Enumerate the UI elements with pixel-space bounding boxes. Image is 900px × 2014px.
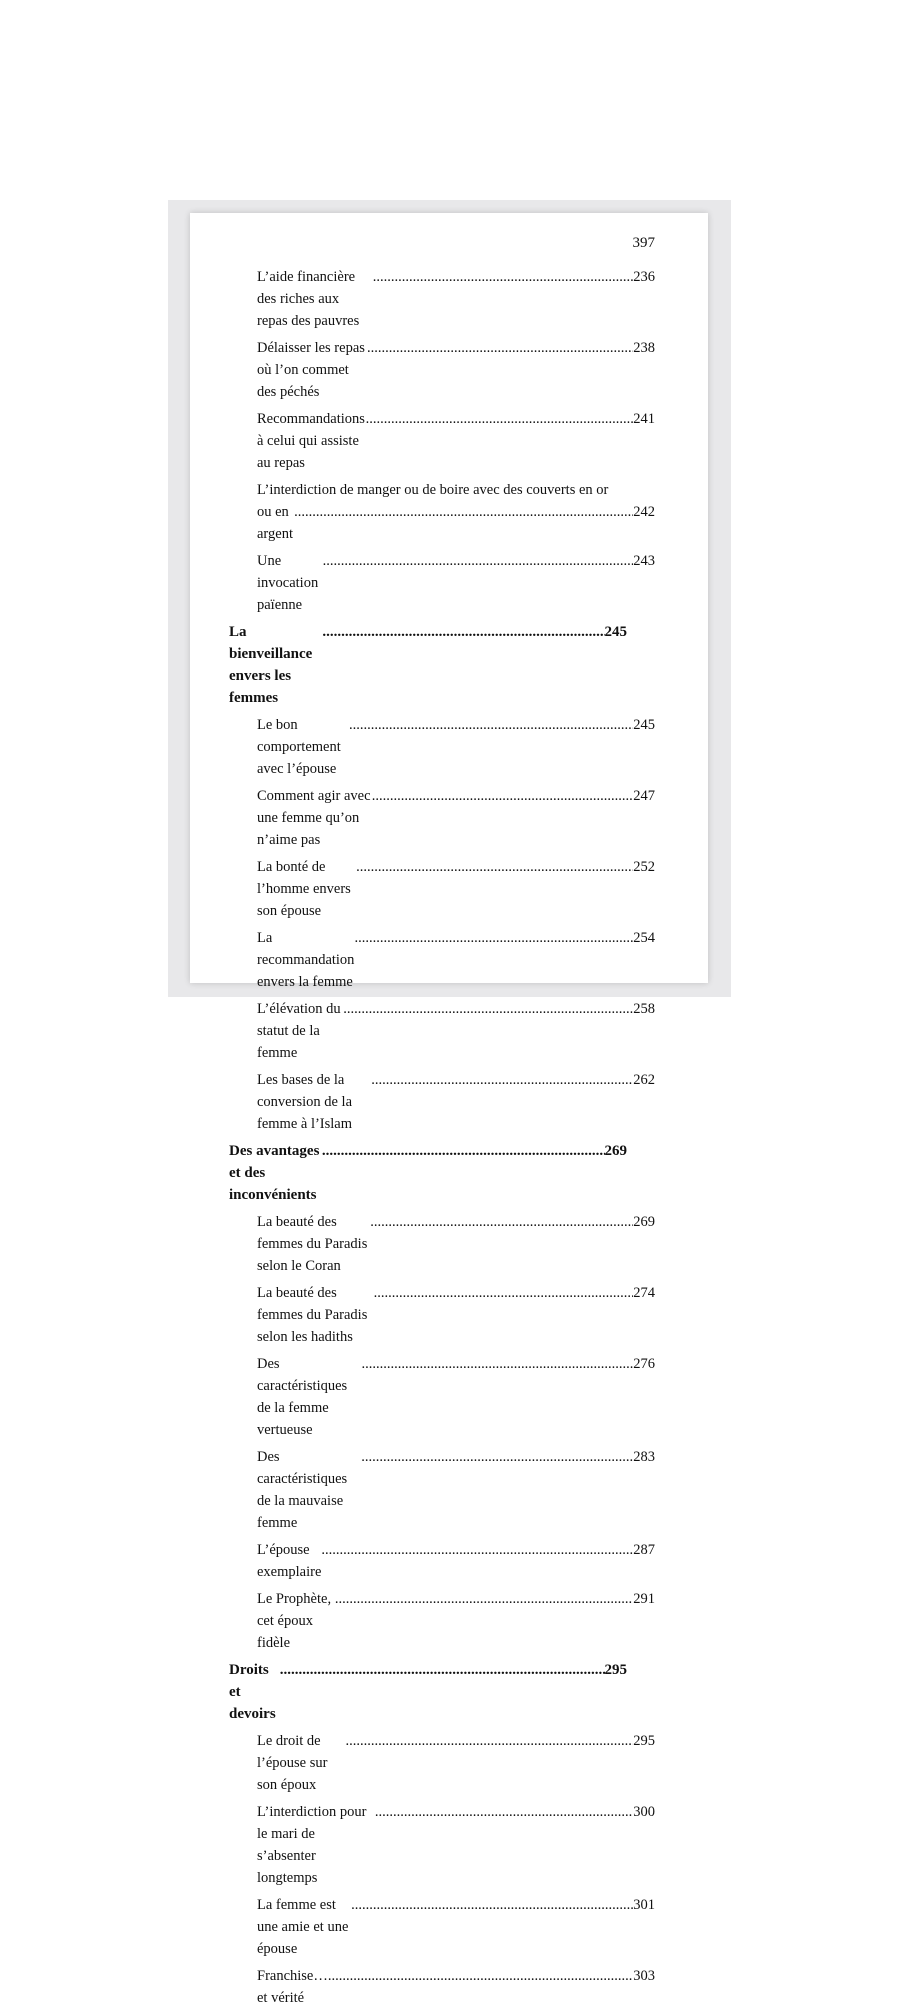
dot-leader — [351, 1894, 633, 1916]
dot-leader — [328, 1965, 633, 1987]
toc-entry-page: 269 — [633, 1214, 655, 1230]
toc-entry-page: 243 — [633, 553, 655, 569]
dot-leader — [361, 1353, 633, 1375]
toc-section-heading — [229, 621, 627, 709]
toc-entry — [257, 1801, 655, 1889]
toc-entry-title: Comment agir avec une femme qu’on n’aime pas — [257, 788, 371, 848]
page-number: 397 — [632, 235, 655, 251]
toc-entry — [257, 927, 655, 993]
dot-leader — [361, 1446, 633, 1468]
toc-entry-title: Les bases de la conversion de la femme à l’Islam — [257, 1072, 353, 1132]
toc-section-page: 269 — [604, 1143, 627, 1159]
toc-section-title: Des avantages et des inconvénients — [229, 1143, 320, 1203]
toc-entry-title: La beauté des femmes du Paradis selon les hadiths — [257, 1285, 368, 1345]
dot-leader — [370, 1211, 633, 1233]
toc-entry — [257, 1894, 655, 1960]
toc-entry-title: Une invocation païenne — [257, 553, 319, 613]
dot-leader — [322, 1140, 605, 1162]
toc-entry-page: 300 — [633, 1804, 655, 1820]
dot-leader — [280, 1659, 605, 1681]
toc-entry-page: 247 — [633, 788, 655, 804]
toc-entry-title: La recommandation envers la femme — [257, 930, 355, 990]
toc-entry-page: 252 — [633, 859, 655, 875]
toc-entry-title: La femme est une amie et une épouse — [257, 1897, 349, 1957]
dot-leader — [345, 1730, 633, 1752]
dot-leader — [335, 1588, 633, 1610]
toc-entry-title: L’aide financière des riches aux repas des pauvres — [257, 269, 360, 329]
toc-entry — [257, 479, 655, 545]
dot-leader — [373, 266, 634, 288]
toc-section-title: Droits et devoirs — [229, 1662, 276, 1722]
book-page — [190, 213, 708, 2006]
toc-entry — [257, 1282, 655, 1348]
toc-entry-title: La beauté des femmes du Paradis selon le Coran — [257, 1214, 368, 1274]
dot-leader — [356, 856, 633, 878]
toc-entry-title: Franchise… et vérité — [257, 1968, 328, 2006]
toc-entry — [257, 550, 655, 616]
toc-entry-page: 242 — [633, 504, 655, 520]
toc-entry-page: 238 — [633, 340, 655, 356]
toc-entry-page: 291 — [633, 1591, 655, 1607]
toc-section-page: 245 — [604, 624, 627, 640]
toc-entry — [257, 1965, 655, 2009]
toc-entry — [257, 1730, 655, 1796]
dot-leader — [343, 998, 633, 1020]
toc-entry-page: 241 — [633, 411, 655, 427]
toc-entry-page: 276 — [633, 1356, 655, 1372]
toc-entry-page: 287 — [633, 1542, 655, 1558]
toc-entry-page: 236 — [633, 269, 655, 285]
toc-entry-page: 254 — [633, 930, 655, 946]
dot-leader — [366, 408, 634, 430]
toc-entry-title: Recommandations à celui qui assiste au repas — [257, 411, 365, 471]
toc-entry — [257, 1446, 655, 1534]
toc-entry-title: Le Prophète, cet époux fidèle — [257, 1591, 332, 1651]
toc-entry — [257, 1069, 655, 1135]
dot-leader — [372, 785, 634, 807]
toc-entry — [257, 714, 655, 780]
toc-entry-page: 303 — [633, 1968, 655, 1984]
toc-entry — [257, 1588, 655, 1654]
toc-entry-title: L’élévation du statut de la femme — [257, 1001, 341, 1061]
dot-leader — [354, 927, 633, 949]
toc-section-title: La bienveillance envers les femmes — [229, 624, 313, 706]
dot-leader — [322, 621, 604, 643]
toc-entry — [257, 856, 655, 922]
dot-leader — [321, 1539, 633, 1561]
dot-leader — [371, 1069, 633, 1091]
toc-entry-page: 262 — [633, 1072, 655, 1088]
toc-entry — [257, 337, 655, 403]
table-of-contents — [229, 266, 655, 2014]
dot-leader — [374, 1282, 634, 1304]
toc-entry — [257, 998, 655, 1064]
toc-entry-title: Le bon comportement avec l’épouse — [257, 717, 341, 777]
dot-leader — [294, 501, 633, 523]
toc-entry — [257, 408, 655, 474]
toc-entry-title: L’interdiction pour le mari de s’absenter longtemps — [257, 1804, 367, 1886]
toc-entry — [257, 1539, 655, 1583]
toc-entry-title: Des caractéristiques de la femme vertueuse — [257, 1356, 348, 1438]
toc-entry-title: Des caractéristiques de la mauvaise femme — [257, 1449, 348, 1531]
toc-entry-title: Le droit de l’épouse sur son époux — [257, 1733, 328, 1793]
dot-leader — [323, 550, 634, 572]
toc-entry-page: 301 — [633, 1897, 655, 1913]
toc-entry-page: 258 — [633, 1001, 655, 1017]
toc-entry-title-line1: L’interdiction de manger ou de boire avec des couverts en or — [257, 482, 609, 498]
toc-entry — [257, 266, 655, 332]
toc-entry-page: 274 — [633, 1285, 655, 1301]
toc-entry-page: 245 — [633, 717, 655, 733]
dot-leader — [375, 1801, 633, 1823]
toc-entry-title: Délaisser les repas où l’on commet des péchés — [257, 340, 365, 400]
toc-section-page: 295 — [604, 1662, 627, 1678]
toc-entry-page: 295 — [633, 1733, 655, 1749]
toc-entry-title-line2: ou en argent — [257, 504, 293, 542]
toc-entry — [257, 1353, 655, 1441]
dot-leader — [349, 714, 633, 736]
toc-section-heading — [229, 1659, 627, 1725]
toc-section-heading — [229, 1140, 627, 1206]
toc-entry-page: 283 — [633, 1449, 655, 1465]
toc-entry — [257, 1211, 655, 1277]
dot-leader — [367, 337, 633, 359]
toc-entry-title: L’épouse exemplaire — [257, 1542, 322, 1580]
toc-entry — [257, 785, 655, 851]
toc-entry-title: La bonté de l’homme envers son épouse — [257, 859, 351, 919]
